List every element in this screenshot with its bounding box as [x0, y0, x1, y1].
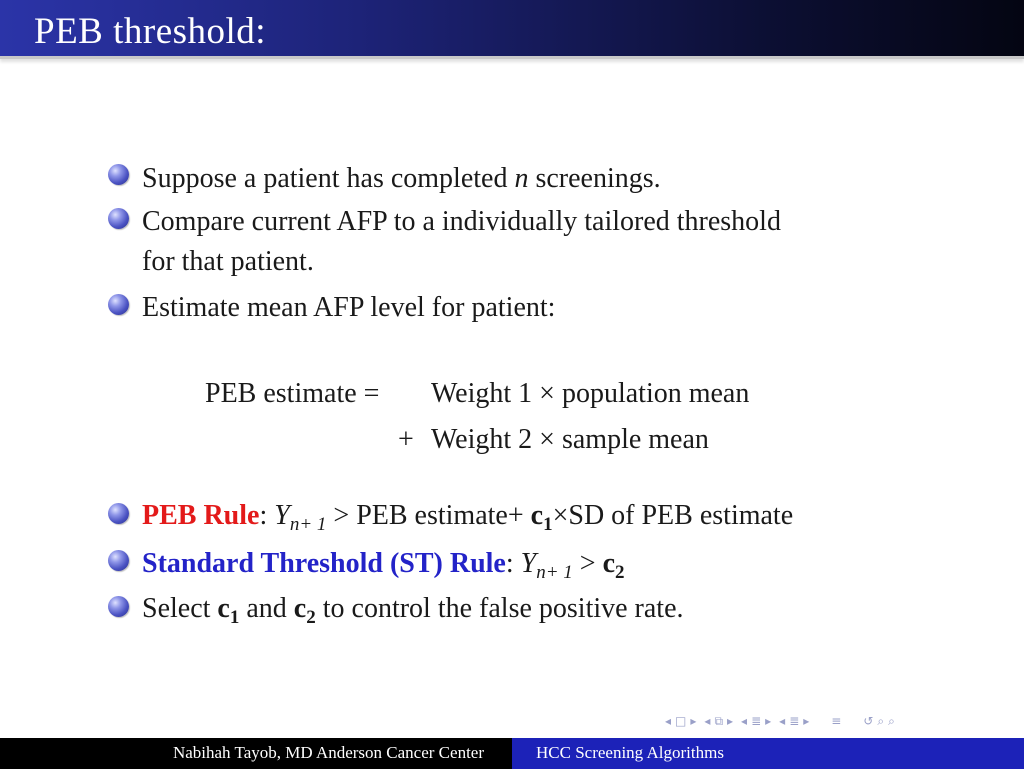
footer: [0, 738, 1024, 769]
bullet-item: [142, 160, 661, 198]
bullet-text: Select: [142, 593, 218, 624]
section-icon[interactable]: ≣: [789, 714, 800, 729]
bullet-text: Compare current AFP to a individually tailored threshold: [142, 206, 781, 237]
math-subscript: n+ 1: [536, 562, 573, 583]
equation-row-2: Weight 2 × sample mean: [431, 424, 709, 455]
bullet-text: ×SD of PEB estimate: [552, 500, 794, 531]
math-constant: c: [217, 593, 230, 624]
footer-author: Nabihah Tayob, MD Anderson Cancer Center: [172, 743, 484, 762]
footer-short-title: HCC Screening Algorithms: [536, 743, 724, 762]
bullet-ball-icon: [108, 294, 129, 315]
nav-left-arrow-icon[interactable]: ◂: [665, 714, 672, 729]
search-icon[interactable]: ⌕: [877, 713, 885, 728]
math-variable: Y: [520, 548, 537, 579]
math-subscript: 2: [306, 607, 316, 628]
equation-lhs: PEB estimate =: [205, 378, 380, 409]
math-constant: c: [602, 548, 616, 579]
subsection-icon[interactable]: ⧉: [714, 713, 724, 728]
bullet-text: for that patient.: [142, 246, 314, 277]
equation-row-1: Weight 1 × population mean: [431, 378, 750, 409]
math-constant: c: [530, 500, 544, 531]
align-icon[interactable]: ≡: [831, 714, 842, 729]
footer-title-panel: [512, 738, 1024, 769]
math-constant: c: [293, 593, 307, 624]
nav-right-arrow-icon[interactable]: ▸: [803, 714, 810, 729]
bullet-text: Suppose a patient has completed: [142, 163, 515, 194]
nav-right-arrow-icon[interactable]: ▸: [690, 714, 697, 729]
bullet-text: > PEB estimate+: [326, 500, 531, 531]
slide-title: PEB threshold:: [34, 11, 267, 52]
st-rule-label: Standard Threshold (ST) Rule: [142, 548, 506, 579]
beamer-navigation-bar: [665, 712, 899, 728]
equation-plus: +: [398, 424, 414, 455]
nav-left-arrow-icon[interactable]: ◂: [741, 714, 748, 729]
bullet-item: [142, 289, 555, 327]
undo-icon[interactable]: ↺: [863, 714, 874, 729]
bullet-ball-icon: [108, 550, 129, 571]
bullet-text: :: [505, 548, 521, 579]
bullet-item: [142, 590, 684, 637]
bullet-item: [142, 497, 793, 544]
bullet-item: [142, 545, 625, 592]
math-subscript: 1: [229, 607, 240, 628]
bullet-text: to control the false positive rate.: [315, 593, 684, 624]
math-subscript: n+ 1: [289, 514, 327, 535]
bullet-ball-icon: [108, 503, 129, 524]
bullet-ball-icon: [108, 164, 129, 185]
math-subscript: 2: [615, 562, 625, 583]
title-bar: [0, 0, 1024, 59]
math-subscript: 1: [543, 514, 553, 535]
bullet-text: Estimate mean AFP level for patient:: [142, 292, 556, 323]
bullet-item: [142, 203, 781, 241]
nav-right-arrow-icon[interactable]: ▸: [765, 714, 772, 729]
peb-rule-label: PEB Rule: [142, 500, 260, 531]
search-icon[interactable]: ⌕: [888, 713, 895, 728]
bullet-ball-icon: [108, 596, 129, 617]
bullet-text: >: [572, 548, 603, 579]
footer-author-panel: [0, 738, 512, 769]
bullet-text: :: [259, 500, 275, 531]
bullet-ball-icon: [108, 208, 129, 229]
bullet-text: screenings.: [528, 163, 661, 194]
nav-left-arrow-icon[interactable]: ◂: [704, 714, 711, 729]
bullet-item-continuation: [142, 243, 314, 281]
bullet-text: and: [239, 593, 294, 624]
math-variable: n: [514, 163, 529, 194]
section-icon[interactable]: ≣: [751, 714, 762, 729]
frame-icon[interactable]: □: [675, 714, 687, 729]
nav-right-arrow-icon[interactable]: ▸: [727, 714, 734, 729]
math-variable: Y: [274, 500, 290, 531]
nav-left-arrow-icon[interactable]: ◂: [779, 714, 786, 729]
